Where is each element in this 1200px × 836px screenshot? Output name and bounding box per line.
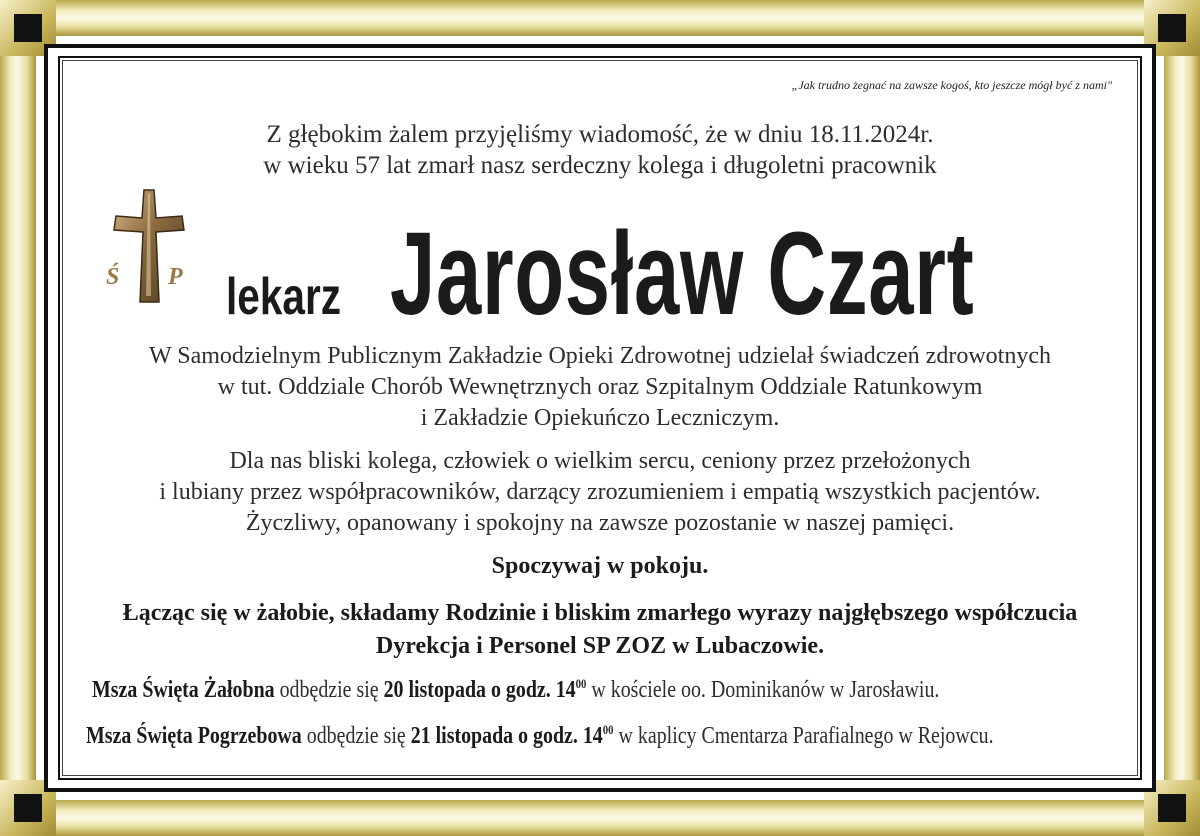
cross-initial-p: P: [168, 264, 183, 290]
paragraph-line: W Samodzielnym Publicznym Zakładzie Opieki Zdrowotnej udzielał świadczeń zdrowotnych: [149, 343, 1051, 369]
motto-quote: „Jak trudno żegnać na zawsze kogoś, kto jeszcze mógł być z nami": [791, 78, 1112, 92]
tribute-paragraph: [0, 446, 1200, 539]
gold-border-top: [0, 0, 1200, 36]
condolences: [0, 597, 1200, 663]
rest-in-peace: Spoczywaj w pokoju.: [491, 553, 709, 579]
mass-title: Msza Święta Pogrzebowa: [86, 723, 302, 749]
mass-title: Msza Święta Żałobna: [92, 677, 275, 703]
burial-mass-info: [86, 722, 994, 750]
paragraph-line: i Zakładzie Opiekuńczo Leczniczym.: [420, 405, 780, 431]
deceased-name: Jarosław Czart: [390, 208, 975, 340]
condolences-signature: Dyrekcja i Personel SP ZOZ w Lubaczowie.: [375, 633, 825, 659]
mass-date: 21 listopada o godz. 14: [410, 723, 603, 749]
gold-border-bottom: [0, 800, 1200, 836]
intro-line: w wieku 57 lat zmarł nasz serdeczny kolega i długoletni pracownik: [263, 152, 937, 179]
mass-minutes: 00: [602, 722, 614, 737]
mass-verb: odbędzie się: [306, 723, 406, 749]
mass-place: w kaplicy Cmentarza Parafialnego w Rejowcu.: [618, 723, 994, 749]
deceased-role: lekarz: [226, 268, 342, 326]
service-paragraph: [0, 341, 1200, 434]
mass-date: 20 listopada o godz. 14: [383, 677, 576, 703]
deceased-headline: [226, 206, 1200, 342]
paragraph-line: i lubiany przez współpracowników, darzący zrozumieniem i empatią wszystkich pacjentów.: [159, 479, 1041, 505]
cross-initial-s: Ś: [106, 264, 120, 290]
intro-text: [0, 119, 1200, 181]
mass-verb: odbędzie się: [279, 677, 379, 703]
mass-minutes: 00: [575, 676, 587, 691]
paragraph-line: Dla nas bliski kolega, człowiek o wielkim sercu, ceniony przez przełożonych: [229, 448, 971, 474]
funeral-mass-info: [92, 676, 939, 704]
condolences-line: Łącząc się w żałobie, składamy Rodzinie i bliskim zmarłego wyrazy najgłębszego współczucia: [122, 600, 1078, 626]
mass-place: w kościele oo. Dominikanów w Jarosławiu.: [591, 677, 940, 703]
paragraph-line: w tut. Oddziale Chorób Wewnętrznych oraz Szpitalnym Oddziale Ratunkowym: [217, 374, 983, 400]
paragraph-line: Życzliwy, opanowany i spokojny na zawsze pozostanie w naszej pamięci.: [245, 510, 955, 536]
intro-line: Z głębokim żalem przyjęliśmy wiadomość, że w dniu 18.11.2024r.: [266, 121, 934, 148]
